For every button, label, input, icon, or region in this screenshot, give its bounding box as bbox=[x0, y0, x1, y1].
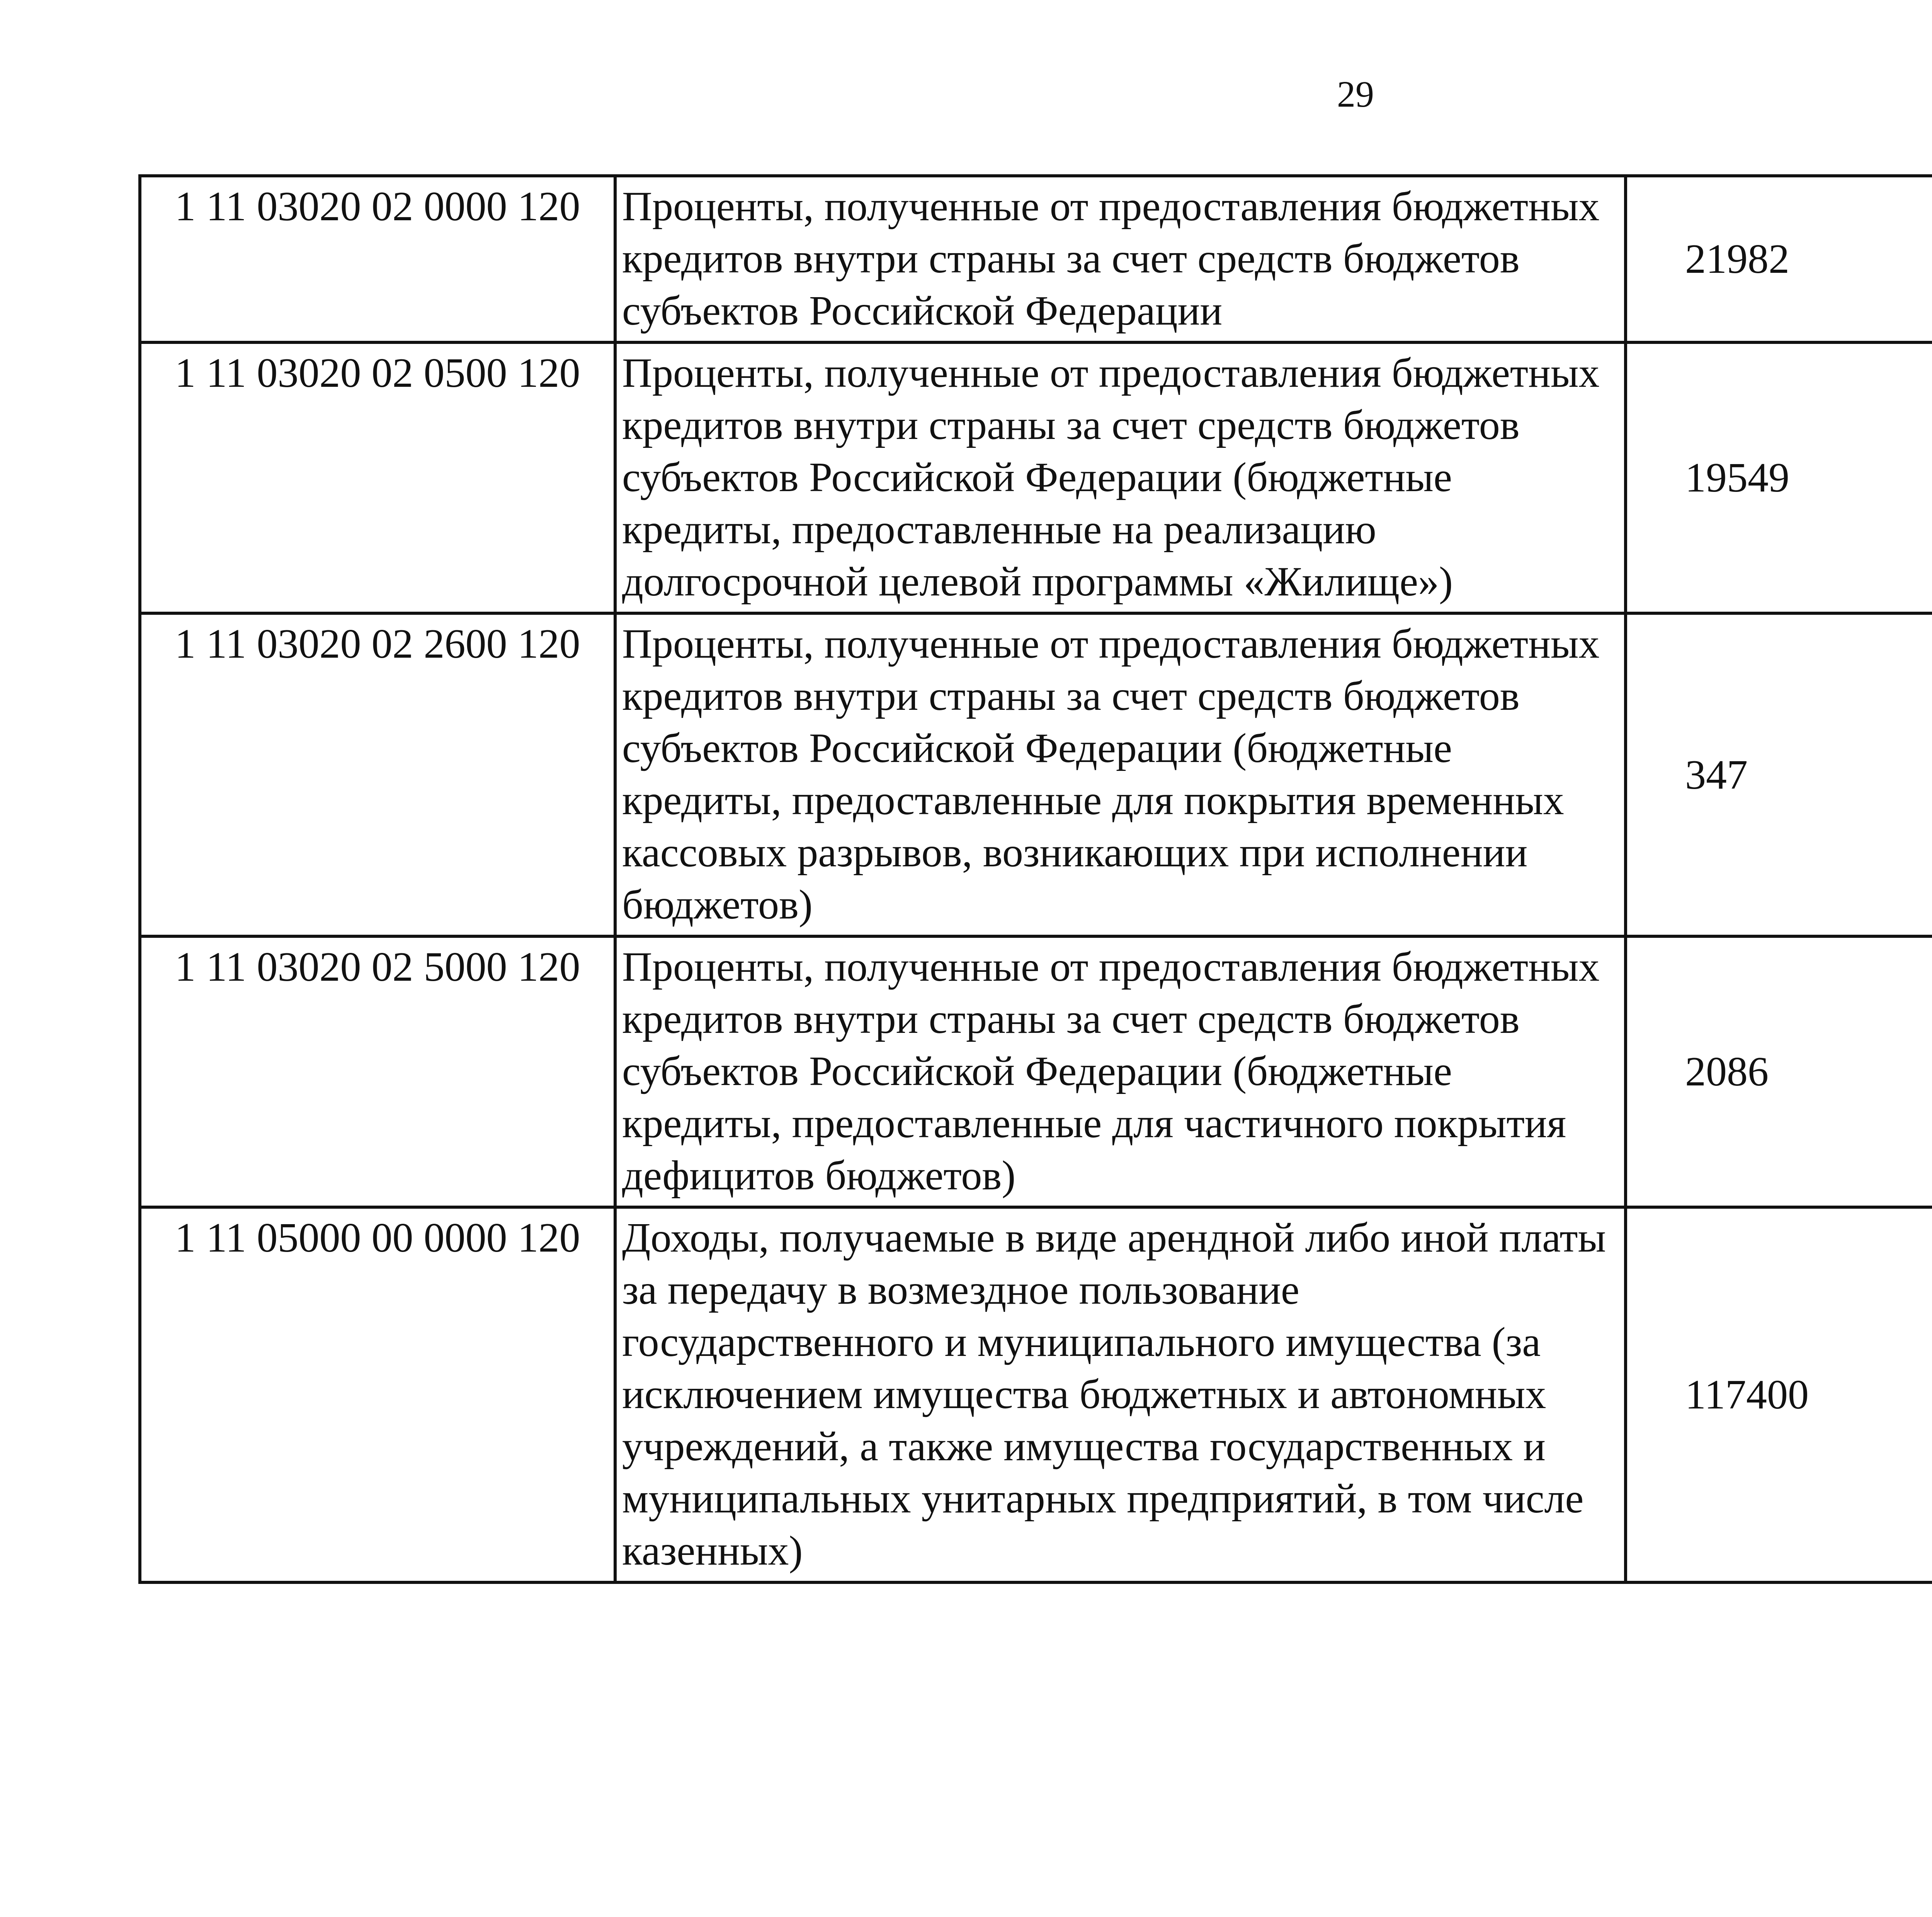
description-cell: Доходы, получаемые в виде арендной либо иной платы за передачу в возмездное пользование государственного и муниципального имущества (за исключением имущества бюджетных и автономных учреждений, а также имущества государственных и муниципальных унитарных предприятий, в том числе казенных) bbox=[615, 1207, 1626, 1582]
description-cell: Проценты, полученные от предоставления бюджетных кредитов внутри страны за счет средств бюджетов субъектов Российской Федерации (бюджетные кредиты, предоставленные на реализацию долгосрочной целевой программы «Жилище») bbox=[615, 342, 1626, 613]
budget-code-cell: 1 11 03020 02 5000 120 bbox=[140, 936, 615, 1207]
description-cell: Проценты, полученные от предоставления бюджетных кредитов внутри страны за счет средств бюджетов субъектов Российской Федерации (бюджетные кредиты, предоставленные для частичного покрытия дефицитов бюджетов) bbox=[615, 936, 1626, 1207]
page-number: 29 bbox=[1337, 73, 1374, 115]
description-cell: Проценты, полученные от предоставления бюджетных кредитов внутри страны за счет средств бюджетов субъектов Российской Федерации (бюджетные кредиты, предоставленные для покрытия временных кассовых разрывов, возникающих при исполнении бюджетов) bbox=[615, 613, 1626, 936]
value-cell-1: 2086 bbox=[1626, 936, 1932, 1207]
value-cell-1: 19549 bbox=[1626, 342, 1932, 613]
budget-code-cell: 1 11 05000 00 0000 120 bbox=[140, 1207, 615, 1582]
table-row bbox=[140, 1207, 1932, 1582]
budget-code-cell: 1 11 03020 02 2600 120 bbox=[140, 613, 615, 936]
budget-code-cell: 1 11 03020 02 0000 120 bbox=[140, 176, 615, 342]
value-cell-1: 21982 bbox=[1626, 176, 1932, 342]
revenue-table bbox=[138, 174, 1932, 1584]
description-cell: Проценты, полученные от предоставления бюджетных кредитов внутри страны за счет средств бюджетов субъектов Российской Федерации bbox=[615, 176, 1626, 342]
value-cell-1: 117400 bbox=[1626, 1207, 1932, 1582]
budget-code-cell: 1 11 03020 02 0500 120 bbox=[140, 342, 615, 613]
value-cell-1: 347 bbox=[1626, 613, 1932, 936]
table-row bbox=[140, 342, 1932, 613]
table-row bbox=[140, 613, 1932, 936]
table-row bbox=[140, 936, 1932, 1207]
table-row bbox=[140, 176, 1932, 342]
